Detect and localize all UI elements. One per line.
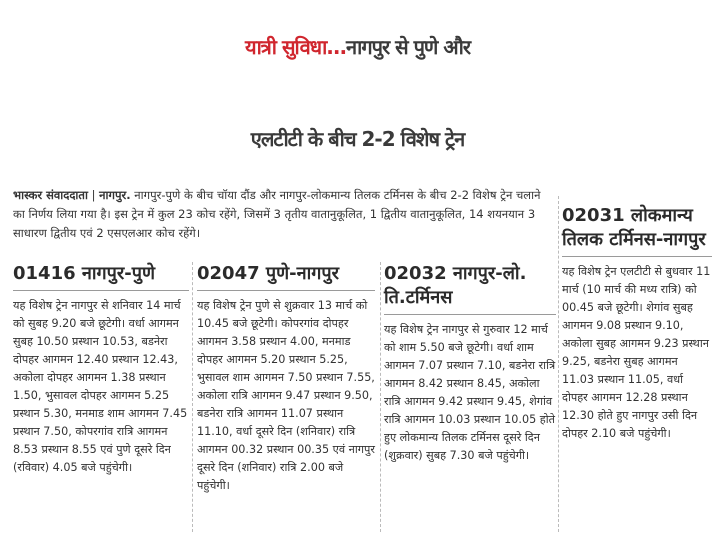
column-body: यह विशेष ट्रेन नागपुर से शनिवार 14 मार्च को सुबह 9.20 बजे छूटेगी। वर्धा आगमन सुबह 10.50 प्रस्थान 10.53, बडनेरा दोपहर आगमन 12.40 प्रस्थान 12.43, अकोला दोपहर आगमन 1.38 प्रस्थान 1.50, भुसावल दोपहर आगमन 5.25 प्रस्थान 5.30, मनमाड शाम आगमन 7.45 प्रस्थान 7.50, कोपरगांव रात्रि आगमन 8.53 प्रस्थान 8.55 एवं पुणे दूसरे दिन (रविवार) 4.05 बजे पहुंचेगी। — [13, 299, 188, 474]
train-column-02047 — [197, 262, 375, 495]
headline-line-2: एलटीटी के बीच 2-2 विशेष ट्रेन — [250, 127, 465, 151]
column-rule — [13, 290, 189, 291]
column-body: यह विशेष ट्रेन पुणे से शुक्रवार 13 मार्च को 10.45 बजे छूटेगी। कोपरगांव दोपहर आगमन 3.58 प्रस्थान 4.00, मनमाड दोपहर आगमन 5.20 प्रस्थान 5.25, भुसावल शाम आगमन 7.50 प्रस्थान 7.55, अकोला रात्रि आगमन 9.47 प्रस्थान 9.50, बडनेरा रात्रि आगमन 11.07 प्रस्थान 11.10, वर्धा दूसरे दिन (शनिवार) रात्रि आगमन 00.32 प्रस्थान 00.35 एवं नागपुर दूसरे दिन (शनिवार) रात्रि 2.00 बजे पहुंचेगी। — [197, 299, 375, 492]
byline-separator: | — [91, 188, 96, 202]
column-title: 02047 पुणे-नागपुर — [197, 263, 339, 284]
column-body: यह विशेष ट्रेन एलटीटी से बुधवार 11 मार्च (10 मार्च की मध्य रात्रि) को 00.45 बजे छूटेगी। शेगांव सुबह आगमन 9.08 प्रस्थान 9.10, अकोला सुबह आगमन 9.23 प्रस्थान 9.25, बडनेरा सुबह आगमन 11.03 प्रस्थान 11.05, वर्धा दोपहर आगमन 12.28 प्रस्थान 12.30 होते हुए नागपुर उसी दिन दोपहर 2.10 बजे पहुंचेगी। — [562, 265, 711, 440]
headline-rest: नागपुर से पुणे और — [346, 35, 470, 59]
column-divider — [192, 262, 193, 532]
column-rule — [384, 314, 556, 315]
column-rule — [562, 256, 712, 257]
byline: भास्कर संवाददाता — [13, 188, 88, 202]
column-divider — [380, 262, 381, 532]
column-title: 02032 नागपुर-लो. ति.टर्मिनस — [384, 263, 527, 308]
headline-line-1 — [0, 14, 715, 80]
dateline-place: नागपुर. — [99, 188, 131, 202]
train-column-02031 — [562, 204, 712, 443]
column-title: 02031 लोकमान्य तिलक टर्मिनस-नागपुर — [562, 205, 706, 250]
train-column-02032 — [384, 262, 556, 465]
column-body: यह विशेष ट्रेन नागपुर से गुरुवार 12 मार्च को शाम 5.50 बजे छूटेगी। वर्धा शाम आगमन 7.07 प्रस्थान 7.10, बडनेरा रात्रि आगमन 8.42 प्रस्थान 8.45, अकोला रात्रि आगमन 9.42 प्रस्थान 9.45, शेगांव रात्रि आगमन 10.03 प्रस्थान 10.05 होते हुए लोकमान्य तिलक टर्मिनस दूसरे दिन (शुक्रवार) सुबह 7.30 बजे पहुंचेगी। — [384, 323, 556, 462]
column-rule — [197, 290, 375, 291]
column-divider — [558, 196, 559, 532]
intro-paragraph — [13, 186, 553, 243]
headline-accent: यात्री सुविधा... — [244, 35, 347, 59]
column-title: 01416 नागपुर-पुणे — [13, 263, 155, 284]
intro-text: नागपुर-पुणे के बीच चॉया दौंड और नागपुर-लोकमान्य तिलक टर्मिनस के बीच 2-2 विशेष ट्रेन चलाने का निर्णय लिया गया है। इस ट्रेन में कुल 23 कोच रहेंगे, जिसमें 3 तृतीय वातानुकूलित, 1 द्वितीय वातानुकूलित, 14 शयनयान 3 साधारण द्वितीय एवं 2 एसएलआर कोच रहेंगे। — [13, 188, 541, 240]
train-column-01416 — [13, 262, 189, 477]
